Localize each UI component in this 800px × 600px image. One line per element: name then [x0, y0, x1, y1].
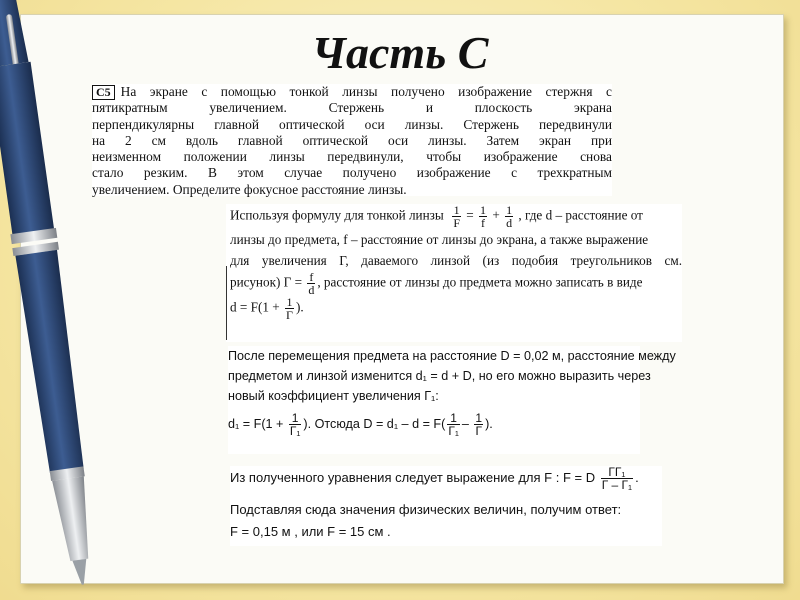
problem-line: пятикратным увеличением. Стержень и плоскость экрана [92, 100, 612, 116]
fraction: $\frac{1}{Г}$ [475, 411, 483, 438]
solution-line: Подставляя сюда значения физических величин, получим ответ: [230, 502, 622, 517]
fraction: $\frac{\text{ГГ₁}}{\text{Г – Г₁}}$ [601, 465, 633, 492]
fraction: $\frac{1}{d}$ [506, 203, 513, 230]
fraction: $\frac{1}{\text{Г₁}}$ [289, 411, 301, 438]
solution-line: После перемещения предмета на расстояние D = 0,02 м, расстояние между [228, 349, 676, 363]
fraction: $\frac{f}{d}$ [308, 270, 315, 297]
problem-line: на 2 см вдоль главной оптической оси линзы. Затем экран при [92, 132, 612, 148]
page-title: Часть С [311, 27, 489, 78]
solution-line: для увеличения Г, даваемого линзой (из подобия треугольников см. [230, 253, 682, 268]
solution-line: предметом и линзой изменится d₁ = d + D, но его можно выразить через [228, 369, 651, 383]
solution-line: линзы до предмета, f – расстояние от линзы до экрана, а также выражение [230, 232, 649, 247]
problem-number: C5 [92, 85, 115, 100]
problem-line: перпендикулярны главной оптической оси линзы. Стержень передвинули [92, 116, 612, 132]
problem-line: C5 На экране с помощью тонкой линзы получено изображение стержня с [92, 84, 612, 100]
problem-line: стало резким. В этом случае получено изображение с трехкратным [92, 165, 612, 181]
solution-line: d = F(1 + $\frac{1}{Г}$ ). [230, 295, 304, 322]
fraction: $\frac{1}{\text{Г₁}}$ [448, 411, 459, 438]
solution-line: d₁ = F(1 + $\frac{1}{\text{Г₁}}$ ). Отсюда D = d₁ – d = F( $\frac{1}{\text{Г₁}}$ – $\frac{1}{Г}$ ). [228, 411, 493, 438]
fraction: $\frac{1}{Г}$ [286, 295, 293, 322]
solution-line: Используя формулу для тонкой линзы $\frac{1}{F}$ = $\frac{1}{f}$ + $\frac{1}{d}$ , где d – расстояние от [230, 203, 643, 230]
fraction: $\frac{1}{F}$ [453, 203, 460, 230]
problem-line: неизменном положении линзы передвинули, чтобы изображение снова [92, 149, 612, 165]
fraction: $\frac{1}{f}$ [480, 203, 487, 230]
solution-line: новый коэффициент увеличения Г₁: [228, 389, 439, 403]
solution-line: Из полученного уравнения следует выражение для F : F = D $\frac{\text{ГГ₁}}{\text{Г – Г₁}}$ . [230, 465, 639, 492]
solution-line: рисунок) Г = $\frac{f}{d}$ , расстояние от линзы до предмета можно записать в виде [230, 270, 643, 297]
problem-line: увеличением. Определите фокусное расстояние линзы. [92, 181, 407, 197]
answer-line: F = 0,15 м , или F = 15 см . [230, 524, 391, 539]
